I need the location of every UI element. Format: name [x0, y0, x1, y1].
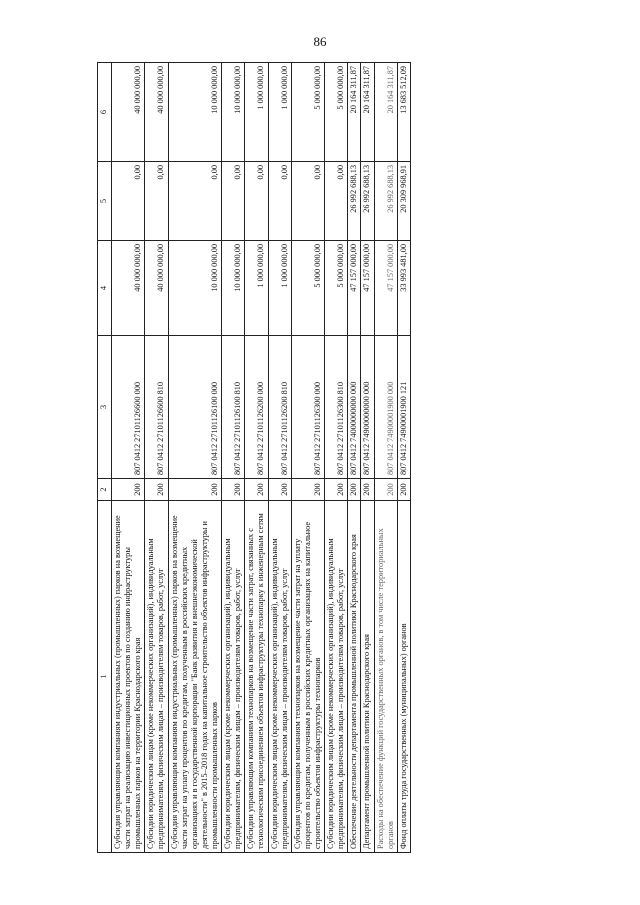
- row-col6: 20 164 311,87: [348, 63, 361, 162]
- row-name: Субсидия управляющим компаниям индустриальных (промышленных) парков на возмещение части затрат на уплату процентов по кредитам, полученным в российских кредитных организациях и в государственной корпорации "Банк развития и внешнеэкономической деятельности" в 2015–2018 годах на капитальное строительство объектов инфраструктуры и промышленности промышленных парков: [168, 501, 222, 853]
- row-col6: 1 000 000,00: [245, 63, 268, 162]
- table-row: [222, 63, 245, 853]
- row-code: 807 0412 74900000000 000: [361, 336, 374, 479]
- row-col2: 200: [325, 479, 348, 501]
- row-col4: 10 000 000,00: [168, 241, 222, 336]
- row-name: Фонд оплаты труда государственных (муниципальных) органов: [397, 501, 410, 853]
- row-col5: 0,00: [325, 162, 348, 241]
- budget-table-rotated: [97, 63, 557, 853]
- row-name: Субсидии юридическим лицам (кроме некоммерческих организаций), индивидуальным предпринимателям, физическим лицам – производителям товаров, работ, услуг: [268, 501, 291, 853]
- row-col6: 40 000 000,00: [112, 63, 145, 162]
- row-name: Субсидия управляющим компаниям технопарков на возмещение части затрат на уплату процентов по кредитам, полученным в российских кредитных организациях на капитальное строительство объектов инфраструктуры технопарков: [291, 501, 324, 853]
- row-col4: 33 993 481,00: [397, 241, 410, 336]
- table-row: [268, 63, 291, 853]
- table-row: [361, 63, 374, 853]
- budget-table: [97, 62, 411, 853]
- header-col-6: 6: [98, 63, 112, 162]
- row-col4: 1 000 000,00: [268, 241, 291, 336]
- table-row: [168, 63, 222, 853]
- row-code: 807 0412 27101126200 000: [245, 336, 268, 479]
- row-col5: 20 309 968,91: [397, 162, 410, 241]
- row-col4: 47 157 000,00: [361, 241, 374, 336]
- row-col5: 0,00: [222, 162, 245, 241]
- header-col-2: 2: [98, 479, 112, 501]
- row-col2: 200: [245, 479, 268, 501]
- row-col2: 200: [291, 479, 324, 501]
- row-col6: 13 683 512,09: [397, 63, 410, 162]
- table-row: [374, 63, 397, 853]
- row-name: Субсидии юридическим лицам (кроме некоммерческих организаций), индивидуальным предпринимателям, физическим лицам – производителям товаров, работ, услуг: [145, 501, 168, 853]
- row-code: 807 0412 74000000000 000: [348, 336, 361, 479]
- row-col6: 20 164 311,87: [374, 63, 397, 162]
- table-row: [325, 63, 348, 853]
- row-col6: 40 000 000,00: [145, 63, 168, 162]
- row-col4: 47 157 000,00: [374, 241, 397, 336]
- row-col5: 0,00: [268, 162, 291, 241]
- header-col-4: 4: [98, 241, 112, 336]
- row-name: Обеспечение деятельности департамента промышленной политики Краснодарского края: [348, 501, 361, 853]
- row-col5: 0,00: [145, 162, 168, 241]
- row-col2: 200: [374, 479, 397, 501]
- row-name: Субсидия управляющим компаниям индустриальных (промышленных) парков на возмещение части затрат на реализацию инвестиционных проектов по созданию инфраструктуры промышленных парков на территории Краснодарского края: [112, 501, 145, 853]
- row-col5: 0,00: [168, 162, 222, 241]
- row-col2: 200: [145, 479, 168, 501]
- row-col4: 10 000 000,00: [222, 241, 245, 336]
- table-row: [245, 63, 268, 853]
- row-col4: 40 000 000,00: [112, 241, 145, 336]
- row-col2: 200: [397, 479, 410, 501]
- row-col4: 5 000 000,00: [325, 241, 348, 336]
- row-name: Расходы на обеспечение функций государственных органов, в том числе территориальных органов: [374, 501, 397, 853]
- row-col5: 26 992 688,13: [374, 162, 397, 241]
- page-number: 86: [313, 34, 327, 49]
- row-code: 807 0412 27101126300 000: [291, 336, 324, 479]
- row-name: Субсидии управляющим компаниям технопарков на возмещение части затрат, связанных с технологическим присоединением объектов инфраструктуры технопарку к инженерным сетям: [245, 501, 268, 853]
- row-code: 807 0412 27101126100 810: [222, 336, 245, 479]
- row-col2: 200: [361, 479, 374, 501]
- row-col4: 5 000 000,00: [291, 241, 324, 336]
- row-code: 807 0412 27101126300 810: [325, 336, 348, 479]
- row-col6: 20 164 311,87: [361, 63, 374, 162]
- row-col5: 0,00: [245, 162, 268, 241]
- row-col2: 200: [168, 479, 222, 501]
- row-col6: 10 000 000,00: [168, 63, 222, 162]
- row-col6: 5 000 000,00: [291, 63, 324, 162]
- table-row: [145, 63, 168, 853]
- row-code: 807 0412 27101126200 810: [268, 336, 291, 479]
- row-col5: 26 992 688,13: [348, 162, 361, 241]
- table-row: [397, 63, 410, 853]
- row-col2: 200: [348, 479, 361, 501]
- table-row: [112, 63, 145, 853]
- header-col-5: 5: [98, 162, 112, 241]
- row-code: 807 0412 74900001900 121: [397, 336, 410, 479]
- row-code: 807 0412 27101126600 810: [145, 336, 168, 479]
- row-name: Субсидии юридическим лицам (кроме некоммерческих организаций), индивидуальным предпринимателям, физическим лицам – производителям товаров, работ, услуг: [222, 501, 245, 853]
- table-row: [348, 63, 361, 853]
- row-col5: 26 992 688,13: [361, 162, 374, 241]
- row-code: 807 0412 27101126600 000: [112, 336, 145, 479]
- row-col2: 200: [268, 479, 291, 501]
- row-col2: 200: [112, 479, 145, 501]
- row-col6: 10 000 000,00: [222, 63, 245, 162]
- row-col4: 1 000 000,00: [245, 241, 268, 336]
- row-col6: 1 000 000,00: [268, 63, 291, 162]
- row-col5: 0,00: [291, 162, 324, 241]
- row-col5: 0,00: [112, 162, 145, 241]
- row-col2: 200: [222, 479, 245, 501]
- row-code: 807 0412 74900001900 000: [374, 336, 397, 479]
- header-col-3: 3: [98, 336, 112, 479]
- row-name: Департамент промышленной политики Краснодарского края: [361, 501, 374, 853]
- row-code: 807 0412 27101126100 000: [168, 336, 222, 479]
- row-col4: 40 000 000,00: [145, 241, 168, 336]
- header-col-1: 1: [98, 501, 112, 853]
- table-row: [291, 63, 324, 853]
- row-name: Субсидии юридическим лицам (кроме некоммерческих организаций), индивидуальным предпринимателям, физическим лицам – производителям товаров, работ, услуг: [325, 501, 348, 853]
- row-col4: 47 157 000,00: [348, 241, 361, 336]
- row-col6: 5 000 000,00: [325, 63, 348, 162]
- table-header-row: [98, 63, 112, 853]
